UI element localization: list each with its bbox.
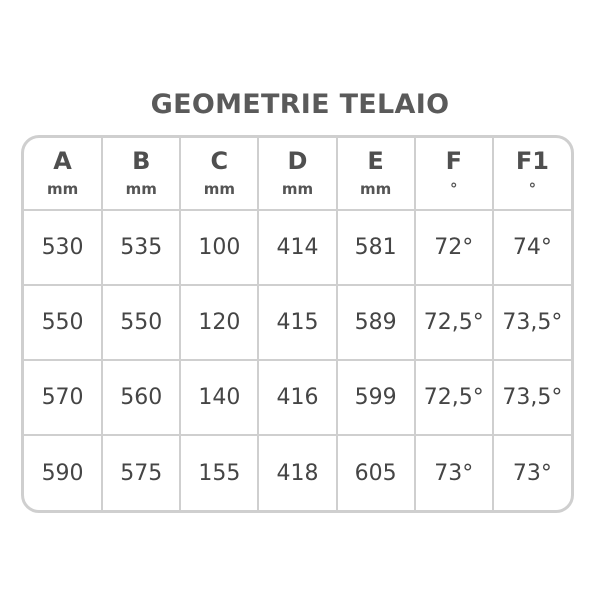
table-cell: 73,5° [493, 360, 571, 435]
table-cell: 535 [102, 210, 180, 285]
table-cell: 599 [337, 360, 415, 435]
header-unit: mm [281, 179, 314, 198]
header-cell-e [337, 138, 415, 210]
header-letter: C [210, 146, 229, 175]
header-unit: mm [360, 179, 392, 198]
table-cell: 590 [24, 435, 102, 510]
table-cell: 73° [493, 435, 571, 510]
table-cell: 416 [258, 360, 336, 435]
header-cell-d [258, 138, 336, 210]
table-cell: 72,5° [415, 285, 493, 360]
header-letter: F [445, 146, 462, 175]
table-cell: 570 [24, 360, 102, 435]
table-cell: 72° [415, 210, 493, 285]
header-letter: A [53, 146, 72, 175]
table-cell: 418 [258, 435, 336, 510]
table-cell: 575 [102, 435, 180, 510]
table-cell: 120 [180, 285, 258, 360]
table-cell: 74° [493, 210, 571, 285]
table-cell: 140 [180, 360, 258, 435]
table-row [24, 210, 571, 285]
table-row [24, 435, 571, 510]
header-unit: ° [528, 179, 537, 198]
table-row [24, 360, 571, 435]
header-cell-b [102, 138, 180, 210]
table-row [24, 285, 571, 360]
geometry-table [21, 135, 574, 513]
table-cell: 72,5° [415, 360, 493, 435]
header-unit: mm [203, 179, 235, 198]
header-unit: mm [46, 179, 79, 198]
header-unit: mm [125, 179, 157, 198]
header-cell-f1 [493, 138, 571, 210]
table-cell: 415 [258, 285, 336, 360]
header-cell-c [180, 138, 258, 210]
header-row [24, 138, 571, 210]
header-unit: ° [450, 179, 458, 198]
header-letter: F1 [515, 146, 549, 175]
table-cell: 550 [102, 285, 180, 360]
table-cell: 550 [24, 285, 102, 360]
table-cell: 414 [258, 210, 336, 285]
table-cell: 560 [102, 360, 180, 435]
header-letter: E [367, 146, 384, 175]
table-cell: 100 [180, 210, 258, 285]
header-cell-f [415, 138, 493, 210]
table-cell: 589 [337, 285, 415, 360]
header-cell-a [24, 138, 102, 210]
header-letter: D [287, 146, 308, 175]
table-cell: 155 [180, 435, 258, 510]
table-cell: 581 [337, 210, 415, 285]
header-letter: B [132, 146, 151, 175]
table-cell: 605 [337, 435, 415, 510]
table-cell: 73,5° [493, 285, 571, 360]
table-cell: 73° [415, 435, 493, 510]
table-cell: 530 [24, 210, 102, 285]
table-title: GEOMETRIE TELAIO [150, 89, 450, 120]
